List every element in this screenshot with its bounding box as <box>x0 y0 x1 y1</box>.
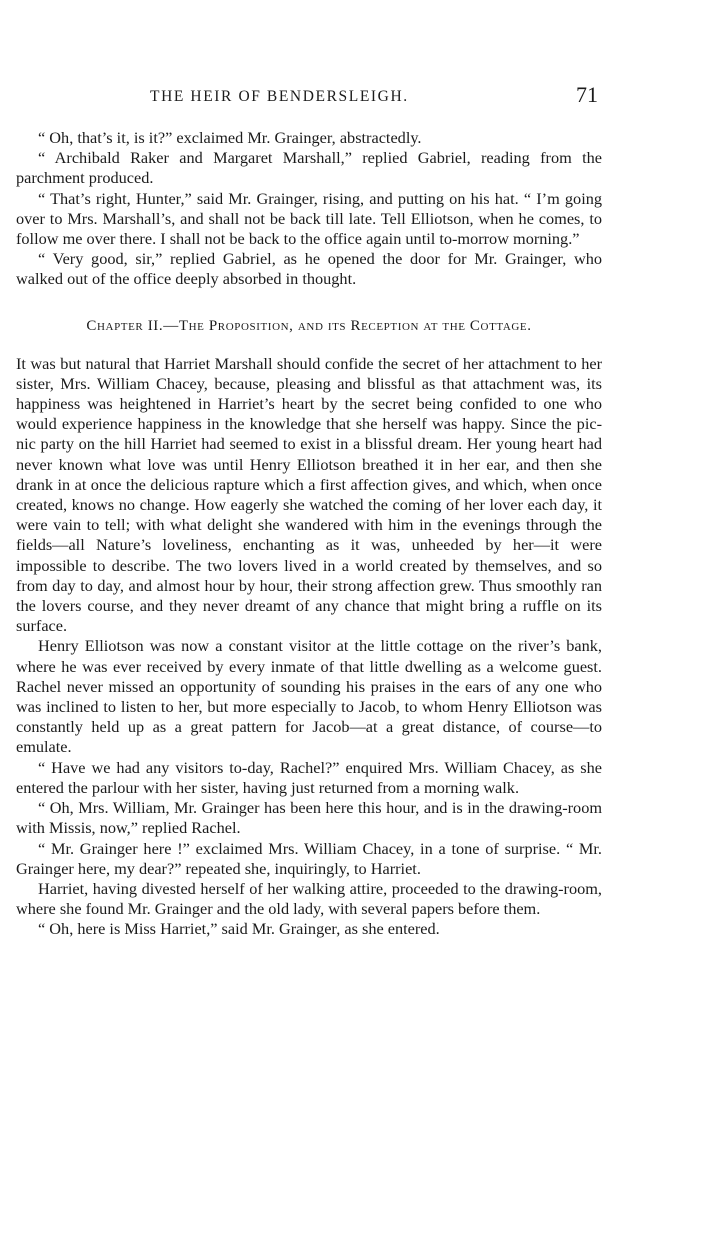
paragraph: “ Oh, Mrs. William, Mr. Grainger has been here this hour, and is in the drawing-room with Missis, now,” replied Rachel. <box>16 798 602 838</box>
paragraph: “ Oh, that’s it, is it?” exclaimed Mr. Grainger, abstractedly. <box>38 128 422 147</box>
paragraph: “ Mr. Grainger here !” exclaimed Mrs. William Chacey, in a tone of surprise. “ Mr. Grainger here, my dear?” repeated she, inquiringly, to Harriet. <box>16 838 602 878</box>
paragraph: Harriet, having divested herself of her walking attire, proceeded to the drawing-room, where she found Mr. Grainger and the old lady, with several papers before them. <box>16 878 602 919</box>
page-header <box>0 84 718 112</box>
paragraph: It was but natural that Harriet Marshall should confide the secret of her attachment to her sister, Mrs. William Chacey, because, pleasing and blissful as that attachment was, its happiness was heightened in Harriet’s heart by the secret being confided to one who would experience happiness in the knowledge that she herself was happy. Since the pic-nic party on the hill Harriet had seemed to exist in a blissful dream. Her young heart had never known what love was until Henry Elliotson breathed it in her ear, and then she drank in at once the delicious rapture which a first affection gives, and which, when once created, knows no change. How eagerly she watched the coming of her lover each day, it were vain to tell; with what delight she wandered with him in the evenings through the fields—all Nature’s loveliness, enchanting as it was, unheeded by her—it were impossible to describe. The two lovers lived in a world created by themselves, and so from day to day, and almost hour by hour, their strong affection grew. Thus smoothly ran the lovers course, and they never dreamt of any chance that might bring a ruffle on its surface. <box>16 353 602 636</box>
body-text <box>16 128 602 940</box>
page-number: 71 <box>576 82 598 107</box>
paragraph: “ That’s right, Hunter,” said Mr. Grainger, rising, and putting on his hat. “ I’m going over to Mrs. Marshall’s, and shall not be back till late. Tell Elliotson, when he comes, to follow me over there. I shall not be back to the office again until to-morrow morning.” <box>16 188 602 249</box>
paragraph: “ Oh, here is Miss Harriet,” said Mr. Grainger, as she entered. <box>38 919 440 939</box>
running-title: THE HEIR OF BENDERSLEIGH. <box>150 88 409 105</box>
paragraph: “ Archibald Raker and Margaret Marshall,” replied Gabriel, reading from the parchment produced. <box>16 148 602 188</box>
paragraph: “ Have we had any visitors to-day, Rachel?” enquired Mrs. William Chacey, as she entered the parlour with her sister, having just returned from a morning walk. <box>16 757 602 797</box>
paragraph: “ Very good, sir,” replied Gabriel, as he opened the door for Mr. Grainger, who walked out of the office deeply absorbed in thought. <box>16 249 602 289</box>
chapter-heading <box>16 316 602 336</box>
chapter-heading-text: Chapter II.—The Proposition, and its Reception at the Cottage. <box>86 317 532 334</box>
paragraph: Henry Elliotson was now a constant visitor at the little cottage on the river’s bank, where he was ever received by every inmate of that little dwelling as a welcome guest. Rachel never missed an opportunity of sounding his praises in the ears of any one who was inclined to listen to her, but more especially to Jacob, to whom Henry Elliotson was constantly held up as a great pattern for Jacob—at a great distance, of course—to emulate. <box>16 636 602 757</box>
